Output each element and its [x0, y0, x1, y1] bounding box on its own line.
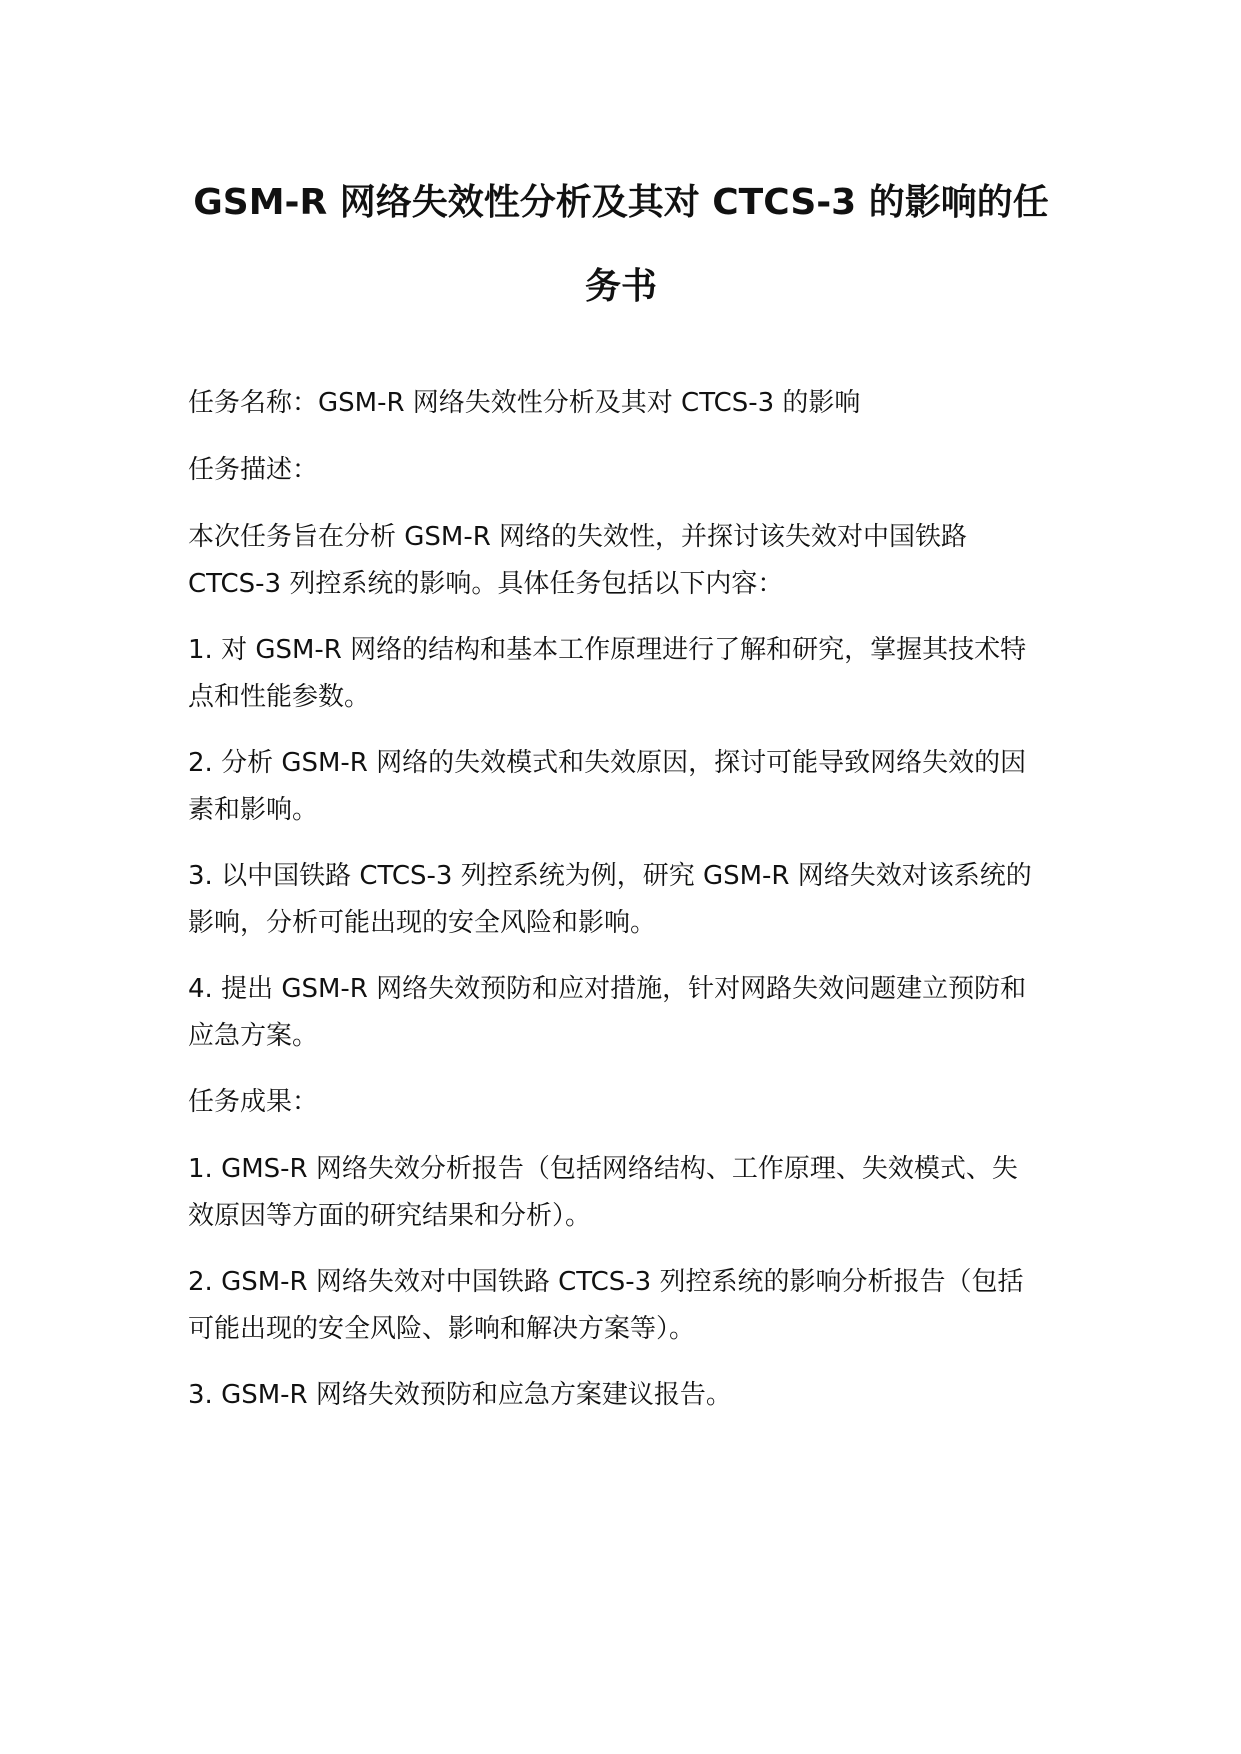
result-item-line: 2. GSM-R 网络失效对中国铁路 CTCS-3 列控系统的影响分析报告（包括 [188, 1267, 1024, 1297]
task-item-line: 素和影响。 [188, 795, 319, 825]
result-item-line: 效原因等方面的研究结果和分析）。 [188, 1201, 592, 1231]
task-item-4 [188, 966, 1058, 1060]
document-title-line-1: GSM-R 网络失效性分析及其对 CTCS-3 的影响的任 [193, 182, 1049, 223]
document-title-line-2: 务书 [584, 266, 657, 307]
task-item-line: 1. 对 GSM-R 网络的结构和基本工作原理进行了解和研究，掌握其技术特 [188, 635, 1027, 665]
task-item-line: 点和性能参数。 [188, 682, 371, 712]
result-item-line: 1. GMS-R 网络失效分析报告（包括网络结构、工作原理、失效模式、失 [188, 1154, 1018, 1184]
task-description-heading: 任务描述： [188, 455, 319, 485]
result-item-line: 可能出现的安全风险、影响和解决方案等）。 [188, 1314, 696, 1344]
task-item-1 [188, 627, 1058, 721]
result-item-line: 3. GSM-R 网络失效预防和应急方案建议报告。 [188, 1380, 732, 1410]
task-name: 任务名称：GSM-R 网络失效性分析及其对 CTCS-3 的影响 [188, 388, 861, 418]
intro-line: 本次任务旨在分析 GSM-R 网络的失效性，并探讨该失效对中国铁路 [188, 522, 968, 552]
result-item-1 [188, 1146, 1058, 1240]
task-item-line: 影响，分析可能出现的安全风险和影响。 [188, 908, 657, 938]
result-item-2 [188, 1259, 1058, 1353]
task-item-line: 应急方案。 [188, 1021, 319, 1051]
task-item-2 [188, 740, 1058, 834]
task-item-line: 4. 提出 GSM-R 网络失效预防和应对措施，针对网路失效问题建立预防和 [188, 974, 1027, 1004]
document-body [188, 380, 1058, 1439]
task-item-line: 3. 以中国铁路 CTCS-3 列控系统为例，研究 GSM-R 网络失效对该系统的 [188, 861, 1032, 891]
task-item-line: 2. 分析 GSM-R 网络的失效模式和失效原因，探讨可能导致网络失效的因 [188, 748, 1027, 778]
intro-paragraph [188, 514, 1058, 608]
task-item-3 [188, 853, 1058, 947]
result-item-3 [188, 1372, 1058, 1419]
results-heading: 任务成果： [188, 1087, 319, 1117]
intro-line: CTCS-3 列控系统的影响。具体任务包括以下内容： [188, 569, 784, 599]
